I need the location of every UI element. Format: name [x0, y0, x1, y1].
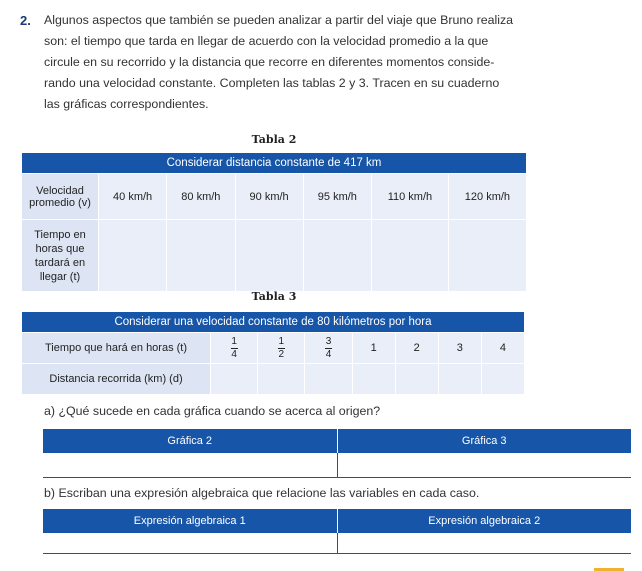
- grafica-3-label: Gráfica 3: [461, 435, 507, 447]
- speed-cell: 40 km/h: [99, 174, 167, 220]
- tabla-2: [21, 152, 527, 292]
- problem-line: las gráficas correspondientes.: [44, 97, 209, 111]
- speed-cell: 80 km/h: [167, 174, 235, 220]
- expresion-1-label: Expresión algebraica 1: [133, 515, 246, 527]
- tiempo-horas-label: Tiempo que hará en horas (t): [22, 333, 211, 364]
- answer-cell[interactable]: [211, 364, 258, 395]
- answer-cell[interactable]: [395, 364, 438, 395]
- time-cell: 2: [395, 333, 438, 364]
- answer-cell[interactable]: [235, 220, 303, 292]
- problem-text: [44, 10, 524, 115]
- grafica-2-answer[interactable]: [43, 453, 337, 477]
- answer-cell[interactable]: [481, 364, 524, 395]
- time-cell: $\frac{1}{2}$: [258, 333, 305, 364]
- distancia-label: Distancia recorrida (km) (d): [22, 364, 211, 395]
- tabla-3-caption: Tabla 3: [251, 290, 297, 303]
- question-b: b) Escriban una expresión algebraica que relacione las variables en cada caso.: [44, 486, 480, 500]
- answer-cell[interactable]: [305, 364, 352, 395]
- problem-line: rando una velocidad constante. Completen las tablas 2 y 3. Tracen en su cuaderno: [44, 76, 500, 90]
- time-cell: $\frac{1}{4}$: [211, 333, 258, 364]
- tiempo-label: Tiempo en horas que tardará en llegar (t): [22, 220, 99, 292]
- answer-cell[interactable]: [99, 220, 167, 292]
- question-a-header: [43, 429, 631, 453]
- expresion-2-label: Expresión algebraica 2: [428, 515, 541, 527]
- problem-line: circule en su recorrido y la distancia que recorre en diferentes momentos conside-: [44, 55, 495, 69]
- problem-line: son: el tiempo que tarda en llegar de acuerdo con la velocidad promedio a la que: [44, 34, 489, 48]
- time-cell: 3: [438, 333, 481, 364]
- expresion-2-answer[interactable]: [338, 533, 632, 553]
- question-a: a) ¿Qué sucede en cada gráfica cuando se acerca al origen?: [44, 404, 381, 418]
- question-b-header: [43, 509, 631, 533]
- velocidad-label: Velocidad promedio (v): [22, 174, 99, 220]
- speed-cell: 110 km/h: [372, 174, 449, 220]
- grafica-2-label: Gráfica 2: [167, 435, 213, 447]
- answer-cell[interactable]: [448, 220, 526, 292]
- speed-cell: 90 km/h: [235, 174, 303, 220]
- time-cell: $\frac{3}{4}$: [305, 333, 352, 364]
- speed-cell: 120 km/h: [448, 174, 526, 220]
- answer-cell[interactable]: [352, 364, 395, 395]
- tabla-3: [21, 311, 525, 395]
- question-b-answer[interactable]: [43, 533, 631, 554]
- problem-line: Algunos aspectos que también se pueden analizar a partir del viaje que Bruno realiza: [44, 13, 514, 27]
- time-cell: 1: [352, 333, 395, 364]
- tabla-2-header: Considerar distancia constante de 417 km: [22, 153, 527, 174]
- expresion-1-answer[interactable]: [43, 533, 337, 553]
- answer-cell[interactable]: [303, 220, 371, 292]
- problem-number: 2.: [20, 13, 31, 28]
- answer-cell[interactable]: [167, 220, 235, 292]
- answer-cell[interactable]: [372, 220, 449, 292]
- answer-cell[interactable]: [438, 364, 481, 395]
- tabla-3-header: Considerar una velocidad constante de 80 kilómetros por hora: [22, 312, 525, 333]
- grafica-3-answer[interactable]: [338, 453, 632, 477]
- speed-cell: 95 km/h: [303, 174, 371, 220]
- question-a-answer[interactable]: [43, 453, 631, 478]
- tabla-2-caption: Tabla 2: [251, 133, 297, 146]
- time-cell: 4: [481, 333, 524, 364]
- answer-cell[interactable]: [258, 364, 305, 395]
